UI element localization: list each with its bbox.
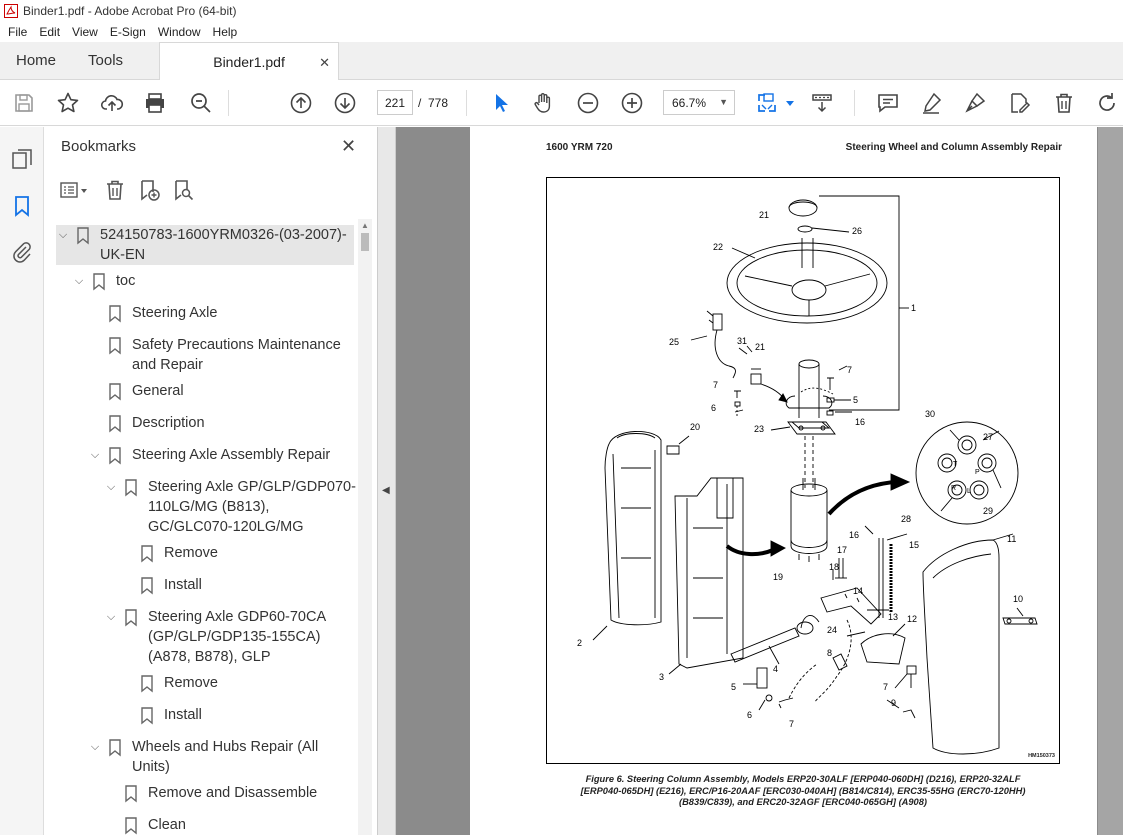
callout-6-left: 6 — [711, 403, 717, 413]
callout-25: 25 — [669, 337, 680, 347]
panel-collapse-handle[interactable] — [378, 127, 396, 835]
chevron-down-icon: ▼ — [719, 97, 728, 107]
new-bookmark-icon[interactable] — [137, 178, 161, 202]
page-down-icon[interactable] — [333, 91, 357, 115]
menu-view[interactable]: View — [72, 25, 98, 39]
scrollbar-thumb[interactable] — [1098, 127, 1123, 835]
figure-frame — [546, 177, 1060, 764]
page-separator: / — [418, 96, 422, 110]
acrobat-app-icon — [4, 4, 18, 18]
callout-4: 4 — [773, 664, 779, 674]
callout-13: 13 — [888, 612, 899, 622]
callout-6-bottom: 6 — [747, 710, 753, 720]
page-thumbnails-icon[interactable] — [10, 147, 34, 171]
upload-icon[interactable] — [100, 91, 124, 115]
menu-help[interactable]: Help — [212, 25, 238, 39]
zoom-level-dropdown[interactable] — [663, 90, 735, 115]
callout-19: 19 — [773, 572, 784, 582]
zoom-out-icon[interactable] — [576, 91, 600, 115]
toolbar-divider — [228, 90, 229, 116]
callout-21: 21 — [759, 210, 770, 220]
bookmarks-toolbar — [59, 177, 205, 203]
callout-9: 9 — [891, 698, 897, 708]
bookmarks-tree — [44, 219, 358, 835]
bookmark-icon — [108, 737, 122, 757]
bookmark-item-general[interactable] — [108, 381, 184, 401]
hand-tool-icon[interactable] — [531, 91, 555, 115]
bookmark-label: toc — [116, 273, 136, 289]
bookmark-icon — [124, 815, 138, 835]
port-label-l: L — [967, 488, 971, 495]
callout-20: 20 — [690, 422, 701, 432]
bookmark-icon — [108, 303, 122, 323]
chevron-down-icon[interactable]: ⌵ — [106, 611, 116, 623]
bookmark-icon — [108, 381, 122, 401]
figure-caption-line: (B839/C839), and ERC20-32AGF [ERC040-065GH] (A908) — [678, 797, 927, 807]
bookmark-icon — [140, 575, 154, 595]
page-up-icon[interactable] — [289, 91, 313, 115]
bookmarks-panel — [44, 127, 378, 835]
bookmark-icon — [108, 445, 122, 465]
callout-30: 30 — [925, 409, 936, 419]
callout-28: 28 — [901, 514, 912, 524]
bookmark-options-icon[interactable] — [59, 178, 83, 202]
bookmarks-panel-title: Bookmarks — [61, 138, 137, 155]
print-icon[interactable] — [143, 91, 167, 115]
edit-pdf-icon[interactable] — [1007, 91, 1031, 115]
close-tab-icon[interactable]: ✕ — [319, 55, 331, 70]
page-header-right: Steering Wheel and Column Assembly Repair — [845, 142, 1062, 153]
callout-23: 23 — [754, 424, 765, 434]
title-bar — [0, 0, 1123, 22]
port-label-t: T — [953, 461, 958, 468]
callout-17: 17 — [837, 545, 848, 555]
highlight-pen-icon[interactable] — [919, 91, 943, 115]
tab-bar — [0, 42, 1123, 80]
toolbar-divider — [854, 90, 855, 116]
tab-tools[interactable]: Tools — [88, 52, 124, 69]
bookmark-item-steering-axle-gdp[interactable] — [104, 607, 348, 667]
menu-esign[interactable]: E-Sign — [109, 25, 146, 39]
callout-3: 3 — [659, 672, 665, 682]
scroll-up-icon[interactable]: ▲ — [361, 221, 369, 230]
bookmark-label: Steering Axle — [132, 305, 218, 321]
figure-caption-line: Figure 6. Steering Column Assembly, Models ERP20-30ALF [ERP040-060DH] (D216), ERP20-32ALF — [585, 774, 1021, 784]
bookmark-label: Remove — [164, 545, 218, 561]
chevron-down-icon[interactable]: ⌵ — [58, 229, 68, 241]
chevron-down-icon[interactable]: ⌵ — [90, 741, 100, 753]
bookmark-item-install[interactable] — [140, 705, 202, 725]
callout-2: 2 — [577, 638, 583, 648]
callout-15: 15 — [909, 540, 920, 550]
comment-icon[interactable] — [876, 91, 900, 115]
bookmark-item-remove[interactable] — [140, 673, 218, 693]
draw-pen-icon[interactable] — [963, 91, 987, 115]
star-icon[interactable] — [56, 91, 80, 115]
bookmark-label: Clean — [148, 817, 186, 833]
bookmark-item-toc[interactable] — [72, 271, 135, 291]
callout-7-bottom: 7 — [789, 719, 795, 729]
callout-11: 11 — [1007, 534, 1017, 544]
callout-22: 22 — [713, 242, 724, 252]
bookmark-label: Remove — [164, 675, 218, 691]
callout-7-right: 7 — [847, 365, 853, 375]
total-pages: 778 — [428, 96, 449, 110]
figure-caption — [546, 774, 1060, 809]
bookmark-label: Install — [164, 577, 202, 593]
bookmark-item-steering-axle-gp[interactable] — [104, 477, 358, 537]
bookmark-label: Install — [164, 707, 202, 723]
bookmark-item-wheels-hubs[interactable] — [88, 737, 332, 777]
menu-edit[interactable]: Edit — [39, 25, 61, 39]
bookmark-label: General — [132, 383, 184, 399]
bookmark-item-remove-disassemble[interactable] — [124, 783, 317, 803]
bookmark-item-install[interactable] — [140, 575, 202, 595]
bookmark-label: Description — [132, 415, 205, 431]
menu-file[interactable]: File — [8, 25, 28, 39]
bookmark-icon — [140, 705, 154, 725]
bookmark-label: Steering Axle GP/GLP/GDP070-110LG/MG (B813), GC/GLC070-120LG/MG — [148, 479, 356, 535]
find-bookmark-icon[interactable] — [171, 178, 195, 202]
bookmark-icon — [140, 673, 154, 693]
fit-page-icon[interactable] — [755, 91, 779, 115]
callout-7-left: 7 — [713, 380, 719, 390]
menu-bar — [0, 22, 1123, 42]
rotate-icon[interactable] — [1095, 91, 1119, 115]
callout-24: 24 — [827, 625, 838, 635]
callout-16-mid: 16 — [849, 530, 860, 540]
callout-26: 26 — [852, 226, 863, 236]
chevron-down-icon[interactable]: ⌵ — [74, 275, 84, 287]
bookmark-label: 524150783-1600YRM0326-(03-2007)-UK-EN — [100, 227, 347, 263]
tab-home[interactable]: Home — [16, 52, 57, 69]
zoom-level-value: 66.7% — [672, 95, 707, 110]
bookmark-icon — [76, 225, 90, 245]
pdf-page — [470, 127, 1097, 835]
tab-document-label: Binder1.pdf — [213, 53, 285, 70]
attachment-paperclip-icon[interactable] — [10, 240, 34, 264]
bookmark-item-steering-axle-assembly[interactable] — [88, 445, 330, 465]
chevron-down-icon[interactable]: ⌵ — [90, 449, 100, 461]
scroll-mode-icon[interactable] — [810, 91, 834, 115]
window-title: Binder1.pdf - Adobe Acrobat Pro (64-bit) — [23, 4, 237, 18]
delete-icon[interactable] — [1052, 91, 1076, 115]
zoom-in-icon[interactable] — [620, 91, 644, 115]
callout-5-right: 5 — [853, 395, 859, 405]
save-icon[interactable] — [12, 91, 36, 115]
close-panel-icon[interactable]: ✕ — [341, 136, 357, 156]
zoom-search-icon[interactable] — [189, 91, 213, 115]
bookmarks-scrollbar[interactable] — [358, 219, 372, 835]
bookmark-label: Steering Axle Assembly Repair — [132, 447, 331, 463]
bookmark-item-clean[interactable] — [124, 815, 186, 835]
bookmark-label: Wheels and Hubs Repair (All Units) — [132, 739, 319, 775]
bookmark-icon — [124, 477, 138, 497]
tab-document[interactable] — [159, 42, 339, 80]
bookmark-label: Steering Axle GDP60-70CA (GP/GLP/GDP135-155CA) (A878, B878), GLP — [148, 609, 326, 665]
bookmark-item-remove[interactable] — [140, 543, 218, 563]
callout-7-bottom-right: 7 — [883, 682, 889, 692]
callout-12: 12 — [907, 614, 918, 624]
delete-bookmark-icon[interactable] — [103, 178, 127, 202]
bookmark-item-description[interactable] — [108, 413, 205, 433]
callout-5-bottom: 5 — [731, 682, 737, 692]
chevron-down-icon[interactable]: ⌵ — [106, 481, 116, 493]
steering-column-exploded-diagram — [547, 178, 1058, 762]
bookmark-label: Safety Precautions Maintenance and Repair — [132, 337, 341, 373]
callout-16-right: 16 — [855, 417, 866, 427]
bookmark-panel-icon[interactable] — [10, 194, 34, 218]
bookmark-item-safety[interactable] — [108, 335, 352, 375]
bookmark-icon — [124, 607, 138, 627]
bookmark-label: Remove and Disassemble — [148, 785, 318, 801]
bookmark-icon — [140, 543, 154, 563]
port-label-r: R — [951, 485, 957, 492]
callout-29: 29 — [983, 506, 994, 516]
figure-caption-line: [ERP040-065DH] (E216), ERC/P16-20AAF [ERC030-040AH] (B814/C814), ERC35-55HG (ERC70-120HH) — [580, 785, 1026, 796]
port-label-p: P — [975, 469, 980, 476]
menu-window[interactable]: Window — [157, 25, 201, 39]
bookmark-icon — [92, 271, 106, 291]
figure-code: HM150373 — [1028, 753, 1055, 759]
callout-10: 10 — [1013, 594, 1024, 604]
left-navigation-rail — [0, 127, 44, 835]
bookmark-icon — [124, 783, 138, 803]
toolbar-divider — [466, 90, 467, 116]
document-scrollbar[interactable] — [1098, 127, 1123, 835]
callout-21-small: 21 — [755, 342, 766, 352]
page-header-left: 1600 YRM 720 — [546, 142, 613, 153]
callout-1: 1 — [911, 303, 917, 313]
bookmark-item-steering-axle[interactable] — [108, 303, 217, 323]
callout-31: 31 — [737, 336, 748, 346]
callout-14: 14 — [853, 586, 864, 596]
callout-27: 27 — [983, 432, 994, 442]
collapse-left-icon[interactable]: ◀ — [382, 485, 390, 496]
page-number-input[interactable]: 221 — [377, 90, 413, 115]
select-cursor-icon[interactable] — [489, 91, 513, 115]
callout-18: 18 — [829, 562, 840, 572]
scrollbar-thumb[interactable] — [361, 233, 369, 251]
callout-8: 8 — [827, 648, 833, 658]
bookmark-icon — [108, 413, 122, 433]
main-toolbar — [0, 80, 1123, 126]
chevron-down-icon[interactable] — [778, 91, 788, 115]
bookmark-item-root[interactable] — [56, 225, 354, 265]
bookmark-icon — [108, 335, 122, 355]
